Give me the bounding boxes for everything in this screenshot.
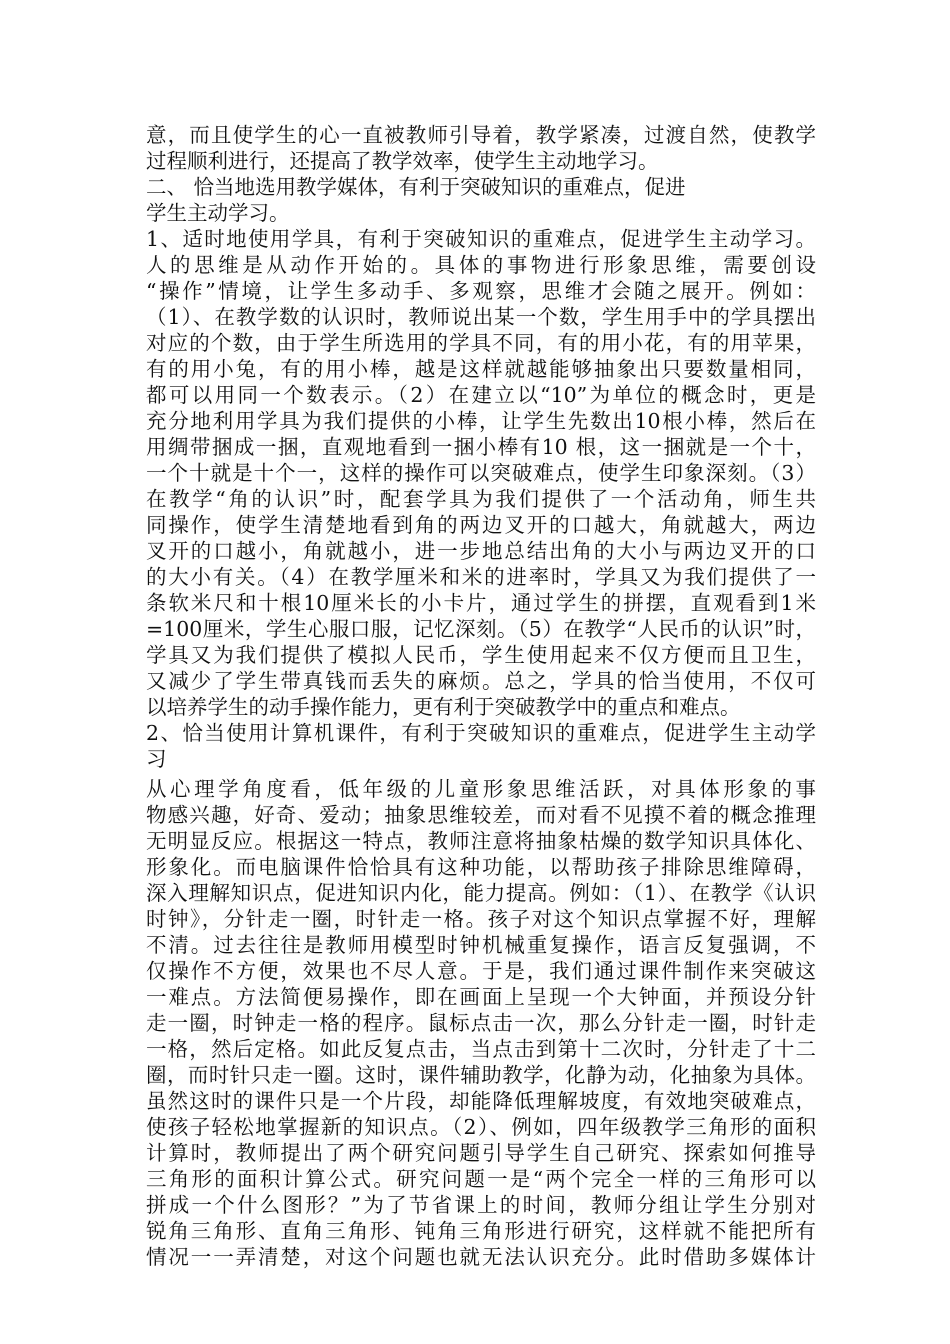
text-line: 都可以用同一个数表示。（2）在建立以“10”为单位的概念时，更是	[146, 383, 816, 407]
text-line: 物感兴趣，好奇、爱动；抽象思维较差，而对看不见摸不着的概念推理	[146, 803, 816, 827]
text-line: 无明显反应。根据这一特点，教师注意将抽象枯燥的数学知识具体化、	[146, 829, 816, 853]
text-line: 对应的个数，由于学生所选用的学具不同，有的用小花，有的用苹果，	[146, 331, 816, 355]
text-line: “操作”情境，让学生多动手、多观察，思维才会随之展开。例如：	[146, 279, 816, 303]
text-line: 深入理解知识点，促进知识内化，能力提高。例如：（1）、在教学《认识	[146, 881, 816, 905]
text-line: 拼成一个什么图形？”为了节省课上的时间，教师分组让学生分别对	[146, 1193, 816, 1217]
text-line: 又减少了学生带真钱而丢失的麻烦。总之，学具的恰当使用，不仅可	[146, 669, 816, 693]
section-heading: 学生主动学习。	[146, 201, 290, 225]
text-line: 情况一一弄清楚，对这个问题也就无法认识充分。此时借助多媒体计	[146, 1245, 816, 1269]
text-line: 在教学“角的认识”时，配套学具为我们提供了一个活动角，师生共	[146, 487, 816, 511]
text-line: （1）、在教学数的认识时，教师说出某一个数，学生用手中的学具摆出	[146, 305, 816, 329]
text-line: 的大小有关。（4）在教学厘米和米的进率时，学具又为我们提供了一	[146, 565, 816, 589]
text-line: 条软米尺和十根10厘米长的小卡片，通过学生的拼摆，直观看到1米	[146, 591, 816, 615]
text-line: 锐角三角形、直角三角形、钝角三角形进行研究，这样就不能把所有	[146, 1219, 816, 1243]
text-line: 人的思维是从动作开始的。具体的事物进行形象思维，需要创设	[146, 253, 816, 277]
text-line: 有的用小兔，有的用小棒，越是这样就越能够抽象出只要数量相同，	[146, 357, 816, 381]
subsection-heading: 1、适时地使用学具，有利于突破知识的重难点，促进学生主动学习。	[146, 227, 816, 251]
text-line: 充分地利用学具为我们提供的小棒，让学生先数出10根小棒，然后在	[146, 409, 816, 433]
text-line: 用绸带捆成一捆，直观地看到一捆小棒有10 根，这一捆就是一个十，	[146, 435, 816, 459]
subsection-heading: 习	[146, 747, 167, 771]
text-line: 走一圈，时钟走一格的程序。鼠标点击一次，那么分针走一圈，时针走	[146, 1011, 816, 1035]
text-line: 叉开的口越小，角就越小，进一步地总结出角的大小与两边叉开的口	[146, 539, 816, 563]
text-line: 从心理学角度看，低年级的儿童形象思维活跃，对具体形象的事	[146, 777, 816, 801]
text-line: 仅操作不方便，效果也不尽人意。于是，我们通过课件制作来突破这	[146, 959, 816, 983]
text-line: 时钟》，分针走一圈，时针走一格。孩子对这个知识点掌握不好，理解	[146, 907, 816, 931]
text-line: 一难点。方法简便易操作，即在画面上呈现一个大钟面，并预设分针	[146, 985, 816, 1009]
text-line: 形象化。而电脑课件恰恰具有这种功能，以帮助孩子排除思维障碍，	[146, 855, 816, 879]
text-line: 圈，而时针只走一圈。这时，课件辅助教学，化静为动，化抽象为具体。	[146, 1063, 816, 1087]
section-heading: 二、 恰当地选用教学媒体，有利于突破知识的重难点，促进	[146, 175, 686, 199]
text-line: 计算时，教师提出了两个研究问题引导学生自己研究、探索如何推导	[146, 1141, 816, 1165]
text-line: 意，而且使学生的心一直被教师引导着，教学紧凑，过渡自然，使教学	[146, 123, 816, 147]
text-line: 学具又为我们提供了模拟人民币，学生使用起来不仅方便而且卫生，	[146, 643, 816, 667]
text-line: 使孩子轻松地掌握新的知识点。（2）、例如，四年级教学三角形的面积	[146, 1115, 816, 1139]
text-line: 一格，然后定格。如此反复点击，当点击到第十二次时，分针走了十二	[146, 1037, 816, 1061]
text-line: 不清。过去往往是教师用模型时钟机械重复操作，语言反复强调，不	[146, 933, 816, 957]
text-line: 同操作，使学生清楚地看到角的两边叉开的口越大，角就越大，两边	[146, 513, 816, 537]
text-line: 一个十就是十个一，这样的操作可以突破难点，使学生印象深刻。（3）	[146, 461, 816, 485]
subsection-heading: 2、恰当使用计算机课件，有利于突破知识的重难点，促进学生主动学	[146, 721, 816, 745]
text-line: 过程顺利进行，还提高了教学效率，使学生主动地学习。	[146, 149, 659, 173]
text-line: 以培养学生的动手操作能力，更有利于突破教学中的重点和难点。	[146, 695, 741, 719]
text-line: =100厘米，学生心服口服，记忆深刻。（5）在教学“人民币的认识”时，	[146, 617, 816, 641]
text-line: 虽然这时的课件只是一个片段，却能降低理解坡度，有效地突破难点，	[146, 1089, 816, 1113]
text-line: 三角形的面积计算公式。研究问题一是“两个完全一样的三角形可以	[146, 1167, 816, 1191]
